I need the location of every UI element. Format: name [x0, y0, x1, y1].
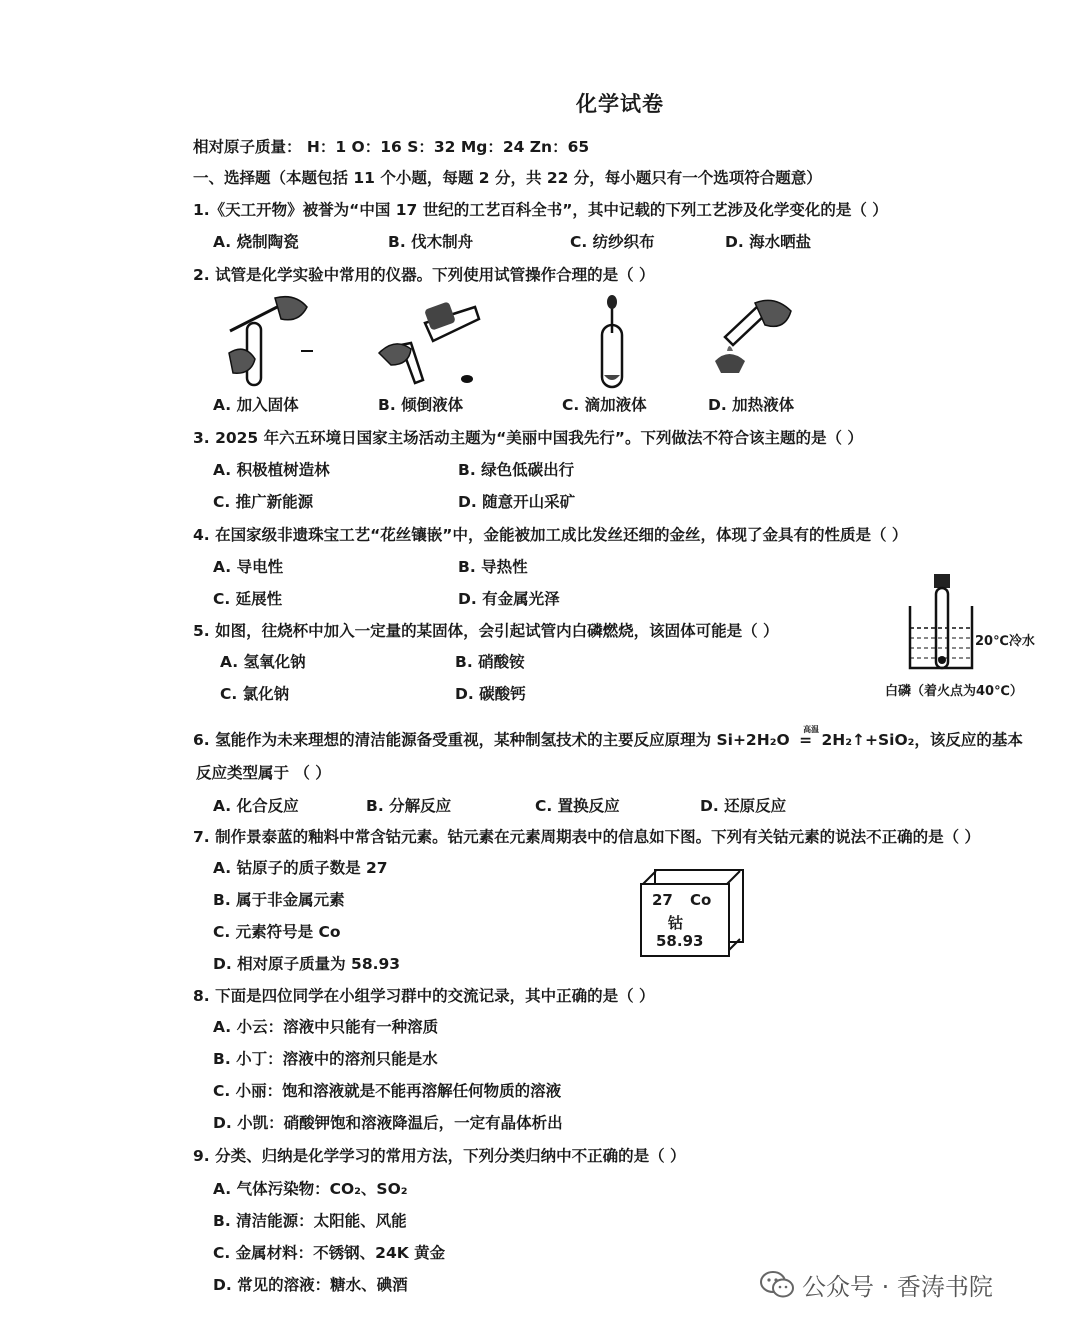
question-7-option-b: B. 属于非金属元素 — [213, 891, 345, 909]
question-1-option-d: D. 海水晒盐 — [725, 233, 812, 251]
wechat-icon — [760, 1271, 794, 1299]
question-6-option-c: C. 置换反应 — [535, 797, 620, 815]
question-6-stem-a — [193, 725, 1023, 751]
question-4-option-a: A. 导电性 — [213, 558, 284, 576]
question-7-stem: 7. 制作景泰蓝的釉料中常含钴元素。钴元素在元素周期表中的信息如下图。下列有关钴元素的说法不正确的是（ ） — [193, 828, 980, 846]
question-9-option-a: A. 气体污染物：CO₂、SO₂ — [213, 1180, 408, 1198]
page-title: 化学试卷 — [576, 92, 664, 116]
question-3-option-a: A. 积极植树造林 — [213, 461, 330, 479]
element-symbol: Co — [690, 891, 712, 909]
cold-water-label: 20℃冷水 — [975, 634, 1035, 649]
reaction-condition: 高温 — [803, 725, 820, 734]
question-6-option-b: B. 分解反应 — [366, 797, 452, 815]
question-5-option-d: D. 碳酸钙 — [455, 685, 526, 703]
question-5-option-a: A. 氢氧化钠 — [220, 653, 306, 671]
atomic-mass: 58.93 — [656, 932, 704, 950]
question-9-option-d: D. 常见的溶液：糖水、碘酒 — [213, 1276, 408, 1294]
add-drops-figure — [590, 293, 650, 393]
question-3-option-b: B. 绿色低碳出行 — [458, 461, 575, 479]
question-6-stem-part-a: 6. 氢能作为未来理想的清洁能源备受重视，某种制氢技术的主要反应原理为 Si+2H₂O — [193, 731, 790, 749]
heat-liquid-figure — [705, 293, 805, 383]
reaction-arrow: 高温 = — [799, 729, 812, 751]
question-9-option-c: C. 金属材料：不锈钢、24K 黄金 — [213, 1244, 446, 1262]
question-3-option-d: D. 随意开山采矿 — [458, 493, 576, 511]
atomic-masses: 相对原子质量： H：1 O：16 S：32 Mg：24 Zn：65 — [193, 138, 590, 156]
question-5-option-c: C. 氯化钠 — [220, 685, 290, 703]
question-2-stem: 2. 试管是化学实验中常用的仪器。下列使用试管操作合理的是（ ） — [193, 266, 655, 284]
white-phosphorus-label: 白磷（着火点为40℃） — [885, 684, 1023, 699]
question-1-option-c: C. 纺纱织布 — [570, 233, 655, 251]
question-6-stem-part-b: 2H₂↑+SiO₂，该反应的基本 — [821, 731, 1023, 749]
question-4-option-d: D. 有金属光泽 — [458, 590, 560, 608]
question-7-option-a: A. 钴原子的质子数是 27 — [213, 859, 388, 877]
question-7-option-c: C. 元素符号是 Co — [213, 923, 341, 941]
question-3-option-c: C. 推广新能源 — [213, 493, 314, 511]
add-solid-figure — [215, 293, 325, 393]
beaker-white-phosphorus-figure — [900, 572, 980, 672]
pour-liquid-figure — [375, 293, 490, 393]
question-6-option-d: D. 还原反应 — [700, 797, 787, 815]
question-5-stem: 5. 如图，往烧杯中加入一定量的某固体，会引起试管内白磷燃烧，该固体可能是（ ） — [193, 622, 779, 640]
question-4-option-c: C. 延展性 — [213, 590, 283, 608]
question-8-option-b: B. 小丁：溶液中的溶剂只能是水 — [213, 1050, 438, 1068]
question-8-stem: 8. 下面是四位同学在小组学习群中的交流记录，其中正确的是（ ） — [193, 987, 655, 1005]
question-9-stem: 9. 分类、归纳是化学学习的常用方法，下列分类归纳中不正确的是（ ） — [193, 1147, 686, 1165]
cobalt-element-card — [640, 883, 730, 957]
question-2-option-d: D. 加热液体 — [708, 396, 795, 414]
question-7-option-d: D. 相对原子质量为 58.93 — [213, 955, 401, 973]
question-6-option-a: A. 化合反应 — [213, 797, 299, 815]
question-3-stem: 3. 2025 年六五环境日国家主场活动主题为“美丽中国我先行”。下列做法不符合该主题的是（ ） — [193, 429, 863, 447]
question-2-option-c: C. 滴加液体 — [562, 396, 647, 414]
element-name: 钴 — [668, 914, 684, 932]
question-2-option-a: A. 加入固体 — [213, 396, 299, 414]
question-1-option-a: A. 烧制陶瓷 — [213, 233, 299, 251]
section-heading: 一、选择题（本题包括 11 个小题，每题 2 分，共 22 分，每小题只有一个选项符合题意） — [193, 169, 822, 187]
atomic-number: 27 — [652, 891, 673, 909]
question-4-stem: 4. 在国家级非遗珠宝工艺“花丝镶嵌”中，金能被加工成比发丝还细的金丝，体现了金具有的性质是（ ） — [193, 526, 908, 544]
question-4-option-b: B. 导热性 — [458, 558, 528, 576]
question-9-option-b: B. 清洁能源：太阳能、风能 — [213, 1212, 407, 1230]
question-2-option-b: B. 倾倒液体 — [378, 396, 464, 414]
question-5-option-b: B. 硝酸铵 — [455, 653, 525, 671]
question-8-option-a: A. 小云：溶液中只能有一种溶质 — [213, 1018, 439, 1036]
question-8-option-c: C. 小丽：饱和溶液就是不能再溶解任何物质的溶液 — [213, 1082, 562, 1100]
question-8-option-d: D. 小凯：硝酸钾饱和溶液降温后，一定有晶体析出 — [213, 1114, 563, 1132]
question-6-stem-c: 反应类型属于 （ ） — [196, 764, 331, 782]
watermark — [760, 1267, 993, 1302]
watermark-text: 公众号 · 香涛书院 — [802, 1273, 993, 1301]
question-1-stem: 1.《天工开物》被誉为“中国 17 世纪的工艺百科全书”，其中记载的下列工艺涉及化学变化的是（ ） — [193, 201, 888, 219]
question-1-option-b: B. 伐木制舟 — [388, 233, 474, 251]
